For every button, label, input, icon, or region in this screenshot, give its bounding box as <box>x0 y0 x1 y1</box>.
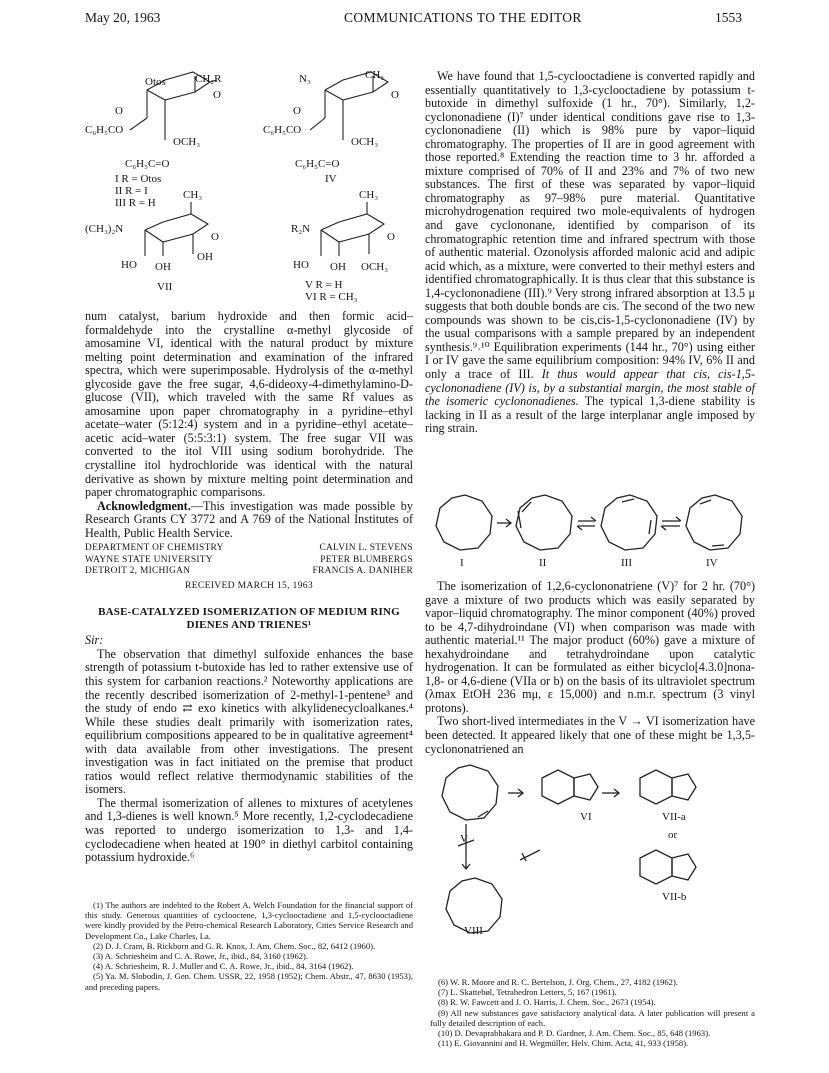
intermediates-paragraph: Two short-lived intermediates in the V → VI isomerization have been detected. It appeared likely that one of these might be 1,3,5-cyclononatriened an <box>425 714 755 756</box>
affiliation-city: DETROIT 2, MICHIGAN <box>85 566 191 577</box>
ring-oxygen-v: O <box>387 231 395 243</box>
compound-label-iii: III R = H <box>115 197 156 209</box>
footnote: (5) Ya. M. Slobodin, J. Gen. Chem. USSR, 22, 1958 (1952); Chem. Abstr., 47, 8630 (1953), and preceding papers. <box>85 971 413 992</box>
benzoate-label-iv: C₆H₅CO <box>263 124 302 136</box>
right-column-text <box>425 70 755 436</box>
footnote: (9) All new substances gave satisfactory analytical data. A later publication will present a fully detailed description of each. <box>430 1007 755 1028</box>
hydroxyl-vii-1: OH <box>197 251 213 263</box>
scheme-label-viii: VIII <box>464 925 483 937</box>
article-title: BASE-CATALYZED ISOMERIZATION OF MEDIUM RING DIENES AND TRIENES¹ <box>98 606 400 631</box>
footnote: (2) D. J. Cram, B. Rickborn and G. R. Knox, J. Am. Chem. Soc., 82, 6412 (1960). <box>93 940 376 951</box>
substituent-otos: Otos <box>145 76 166 88</box>
affiliation-univ: WAYNE STATE UNIVERSITY <box>85 554 213 565</box>
scheme-label-ii: II <box>539 557 547 569</box>
ring-oxygen-vii: O <box>211 231 219 243</box>
stability-conclusion: It thus would appear that cis, cis-1,5-cyclononadiene (IV) is, by a substantial margin, the most stable of the isomeric cyclononadienes. <box>425 367 756 409</box>
author-3: FRANCIS A. DANIHER <box>312 566 413 577</box>
benzoate-label-1: C₆H₅CO <box>85 124 124 136</box>
footnote: (11) E. Giovannini and H. Wegmüller, Helv. Chim. Acta, 41, 933 (1958). <box>438 1038 689 1049</box>
author-1: CALVIN L. STEVENS <box>319 543 413 554</box>
author-2: PETER BLUMBERGS <box>320 554 413 565</box>
footnote: (3) A. Schriesheim and C. A. Rowe, Jr., ibid., 84, 3160 (1962). <box>93 951 309 962</box>
scheme-label-v: V <box>460 833 468 845</box>
methoxy-iv: OCH₃ <box>351 136 379 148</box>
methoxy-v: OCH₃ <box>361 261 389 273</box>
compound-label-v: V R = H <box>305 279 343 291</box>
substituent-ch2r: CH₂R <box>195 73 222 85</box>
compound-label-vii: VII <box>157 281 173 293</box>
author-block <box>85 543 413 578</box>
right-column-text-2 <box>425 580 755 756</box>
triene-paragraph: The isomerization of 1,2,6-cyclononatriene (V)⁷ for 2 hr. (70°) gave a mixture of two products which was easily separated by vapor–liquid chromatography. The minor component (40%) proved to be 4,7-dihydroindane (VI) when comparison was made with authentic material.¹¹ The major product (60%) gave a mixture of hexahydroindane and tetrahydroindane upon catalytic hydrogenation. It can be formulated as either bicyclo[4.3.0]nona-1,8- or 4,6-diene (VIIa or b) on the basis of its ultraviolet spectrum (λmax EtOH 236 mμ, ε 15,000) and n.m.r. spectrum (3 vinyl protons). <box>425 579 755 715</box>
carbonyl-oxygen-1: O <box>115 105 123 117</box>
ring-oxygen-1: O <box>213 89 221 101</box>
cyclononadiene-scheme <box>430 490 755 570</box>
scheme-label-viia: VII-a <box>662 811 686 823</box>
scheme-label-iii: III <box>621 557 632 569</box>
footnote: (7) L. Skattebøl, Tetrahedron Letters, 5, 167 (1961). <box>438 987 617 998</box>
ring-strain-text: The typical 1,3-diene stability is lacking in II as a result of the large interplanar angle imposed by ring strain. <box>425 394 756 436</box>
scheme-label-viib: VII-b <box>662 891 687 903</box>
hydroxyl-v-2: OH <box>330 261 346 273</box>
intro-paragraph: The observation that dimethyl sulfoxide enhances the base strength of potassium t-butoxide has led to rather extensive use of this system for carbanion reactions.² Noteworthy applications are the recently described isomerization of 2-methyl-1-pentene³ and the study of endo ⇄ exo kinetics with alkylidenecycloalkanes.⁴ While these studies dealt primarily with isomerization rates, equilibrium compositions appeared to be in qualitative agreement⁴ with data available from other investigations. The present investigation was in fact initiated on the premise that product ratios would reflect relative thermodynamic stabilities of the isomers. <box>85 646 413 797</box>
cyclononatriene-scheme <box>430 760 755 940</box>
hydroxyl-v-1: HO <box>293 259 309 271</box>
methyl-iv: CH₃ <box>365 70 385 81</box>
scheme-label-i: I <box>460 557 464 569</box>
running-date: May 20, 1963 <box>85 10 161 25</box>
scheme-label-vi: VI <box>580 811 592 823</box>
methyl-v: CH₃ <box>359 189 379 201</box>
dimethylamino-vii: (CH₃)₂N <box>85 223 124 235</box>
compound-label-vi: VI R = CH₃ <box>305 291 358 303</box>
affiliation-dept: DEPARTMENT OF CHEMISTRY <box>85 543 224 554</box>
allene-paragraph: The thermal isomerization of allenes to mixtures of acetylenes and 1,3-dienes is well known.⁵ More recently, 1,2-cyclodecadiene was reported to undergo isomerization to 1,3- and 1,4-cyclodecadiene when heated at 190° in diethyl carbitol containing potassium hydroxide.⁶ <box>85 795 413 865</box>
hydroxyl-vii-2: HO <box>121 259 137 271</box>
acknowledgment-heading: Acknowledgment. <box>97 498 191 513</box>
cyclononadiene-text: We have found that 1,5-cyclooctadiene is converted rapidly and essentially quantitatively to 1,3-cyclooctadiene by potassium t-butoxide in dimethyl sulfoxide (1 hr., 70°). Similarly, 1,2-cyclononadiene (I)⁷ under identical conditions gave rise to 1,3-cyclononadiene (II) which is 98% pure by vapor–liquid chromatography. The properties of II are in good agreement with those reported.⁸ Extending the reaction time to 3 hr. afforded a mixture comprised of 70% of II and 23% and 7% of two new substances. The first of these was separated by vapor–liquid chromatography as 97–98% pure material. Quantitative microhydrogenation required two mole-equivalents of hydrogen and gave cyclononane, identified by comparison of its chromatographic retention time and infrared spectrum with those of authentic material. Ozonolysis afforded malonic acid and adipic acid which, as a mixture, were converted to their methyl esters and identified chromatographically. It is thus clear that this substance is 1,4-cyclononadiene (III).⁹ Very strong infrared absorption at 13.5 μ suggests that both double bonds are cis. The second of the two new compounds was shown to be cis,cis-1,5-cyclononadiene (IV) by the usual comparisons with a sample prepared by an independent synthesis.⁹˒¹⁰ Equilibration experiments (144 hr., 70°) using either I or IV gave the same equilibrium composition: 94% IV, 6% II and only a trace of III. <box>425 69 755 382</box>
benzoyl-1: C₆H₅C=O <box>125 158 170 170</box>
right-footnotes <box>430 977 755 1048</box>
benzoyl-iv: C₆H₅C=O <box>295 158 340 170</box>
amosamine-paragraph: num catalyst, barium hydroxide and then formic acid–formaldehyde into the crystalline α-methyl glycoside of amosamine VI, identical with the natural product by mixture melting point determination and examination of the infrared spectra, which were superimposable. Hydrolysis of the α-methyl glycoside gave the free sugar, 4,6-dideoxy-4-dimethylamino-D-glucose (VII), which traveled with the same Rf values as amosamine upon paper chromatography in a pyridine–ethyl acetate–water (5:12:4) system and in a pyridine–ethyl acetate–acetic acid–water (5:5:3:1) system. The free sugar VII was converted to the itol VIII using sodium borohydride. The crystalline itol hydrochloride was identical with the natural derivative as shown by mixture melting point determination and paper chromatographic comparisons. <box>85 309 413 500</box>
footnote: (4) A. Schriesheim, R. J. Muller and C. A. Rowe, Jr., ibid., 84, 3164 (1962). <box>93 961 354 972</box>
received-date: RECEIVED MARCH 15, 1963 <box>185 579 313 591</box>
methyl-vii: CH₃ <box>183 189 203 201</box>
sugar-structures-figure <box>85 70 415 320</box>
acknowledgment-body: —This investigation was made possible by Research Grants CY 3772 and A 769 of the National Institutes of Health, Public Health Service. <box>85 498 413 540</box>
page-number: 1553 <box>715 10 742 25</box>
left-footnotes <box>85 900 413 992</box>
footnote: (8) R. W. Fawcett and J. O. Harris, J. Chem. Soc., 2673 (1954). <box>438 997 656 1008</box>
methoxy-1: OCH₃ <box>173 136 201 148</box>
running-section-title: COMMUNICATIONS TO THE EDITOR <box>344 10 582 25</box>
compound-label-ii: II R = I <box>115 185 148 197</box>
salutation: Sir: <box>85 633 104 648</box>
compound-label-i: I R = Otos <box>115 173 162 185</box>
hydroxyl-vii-3: OH <box>155 261 171 273</box>
scheme-label-iv: IV <box>706 557 718 569</box>
footnote: (1) The authors are indebted to the Robert A. Welch Foundation for the financial support of this study. Generous quantities of cyclooctene, 1,3-cyclooctadiene and 1,5-cyclooctadiene were kindly provided by the Petro-chemical Research Laboratory, Cities Service Research and Development Co., Lake Charles, La. <box>85 900 413 941</box>
compound-label-iv: IV <box>325 173 337 185</box>
amino-v: R₂N <box>291 223 311 235</box>
acknowledgment <box>85 500 413 541</box>
footnote: (10) D. Devaprabhakara and P. D. Gardner, J. Am. Chem. Soc., 85, 648 (1963). <box>438 1028 711 1039</box>
carbonyl-oxygen-iv: O <box>293 105 301 117</box>
scheme-label-or: or <box>668 829 678 841</box>
left-column-text <box>85 310 413 865</box>
ring-oxygen-iv: O <box>391 89 399 101</box>
footnote: (6) W. R. Moore and R. C. Bertelson, J. Org. Chem., 27, 4182 (1962). <box>438 977 678 987</box>
cyclononadiene-paragraph <box>425 70 755 436</box>
azido-iv: N₃ <box>299 73 311 85</box>
